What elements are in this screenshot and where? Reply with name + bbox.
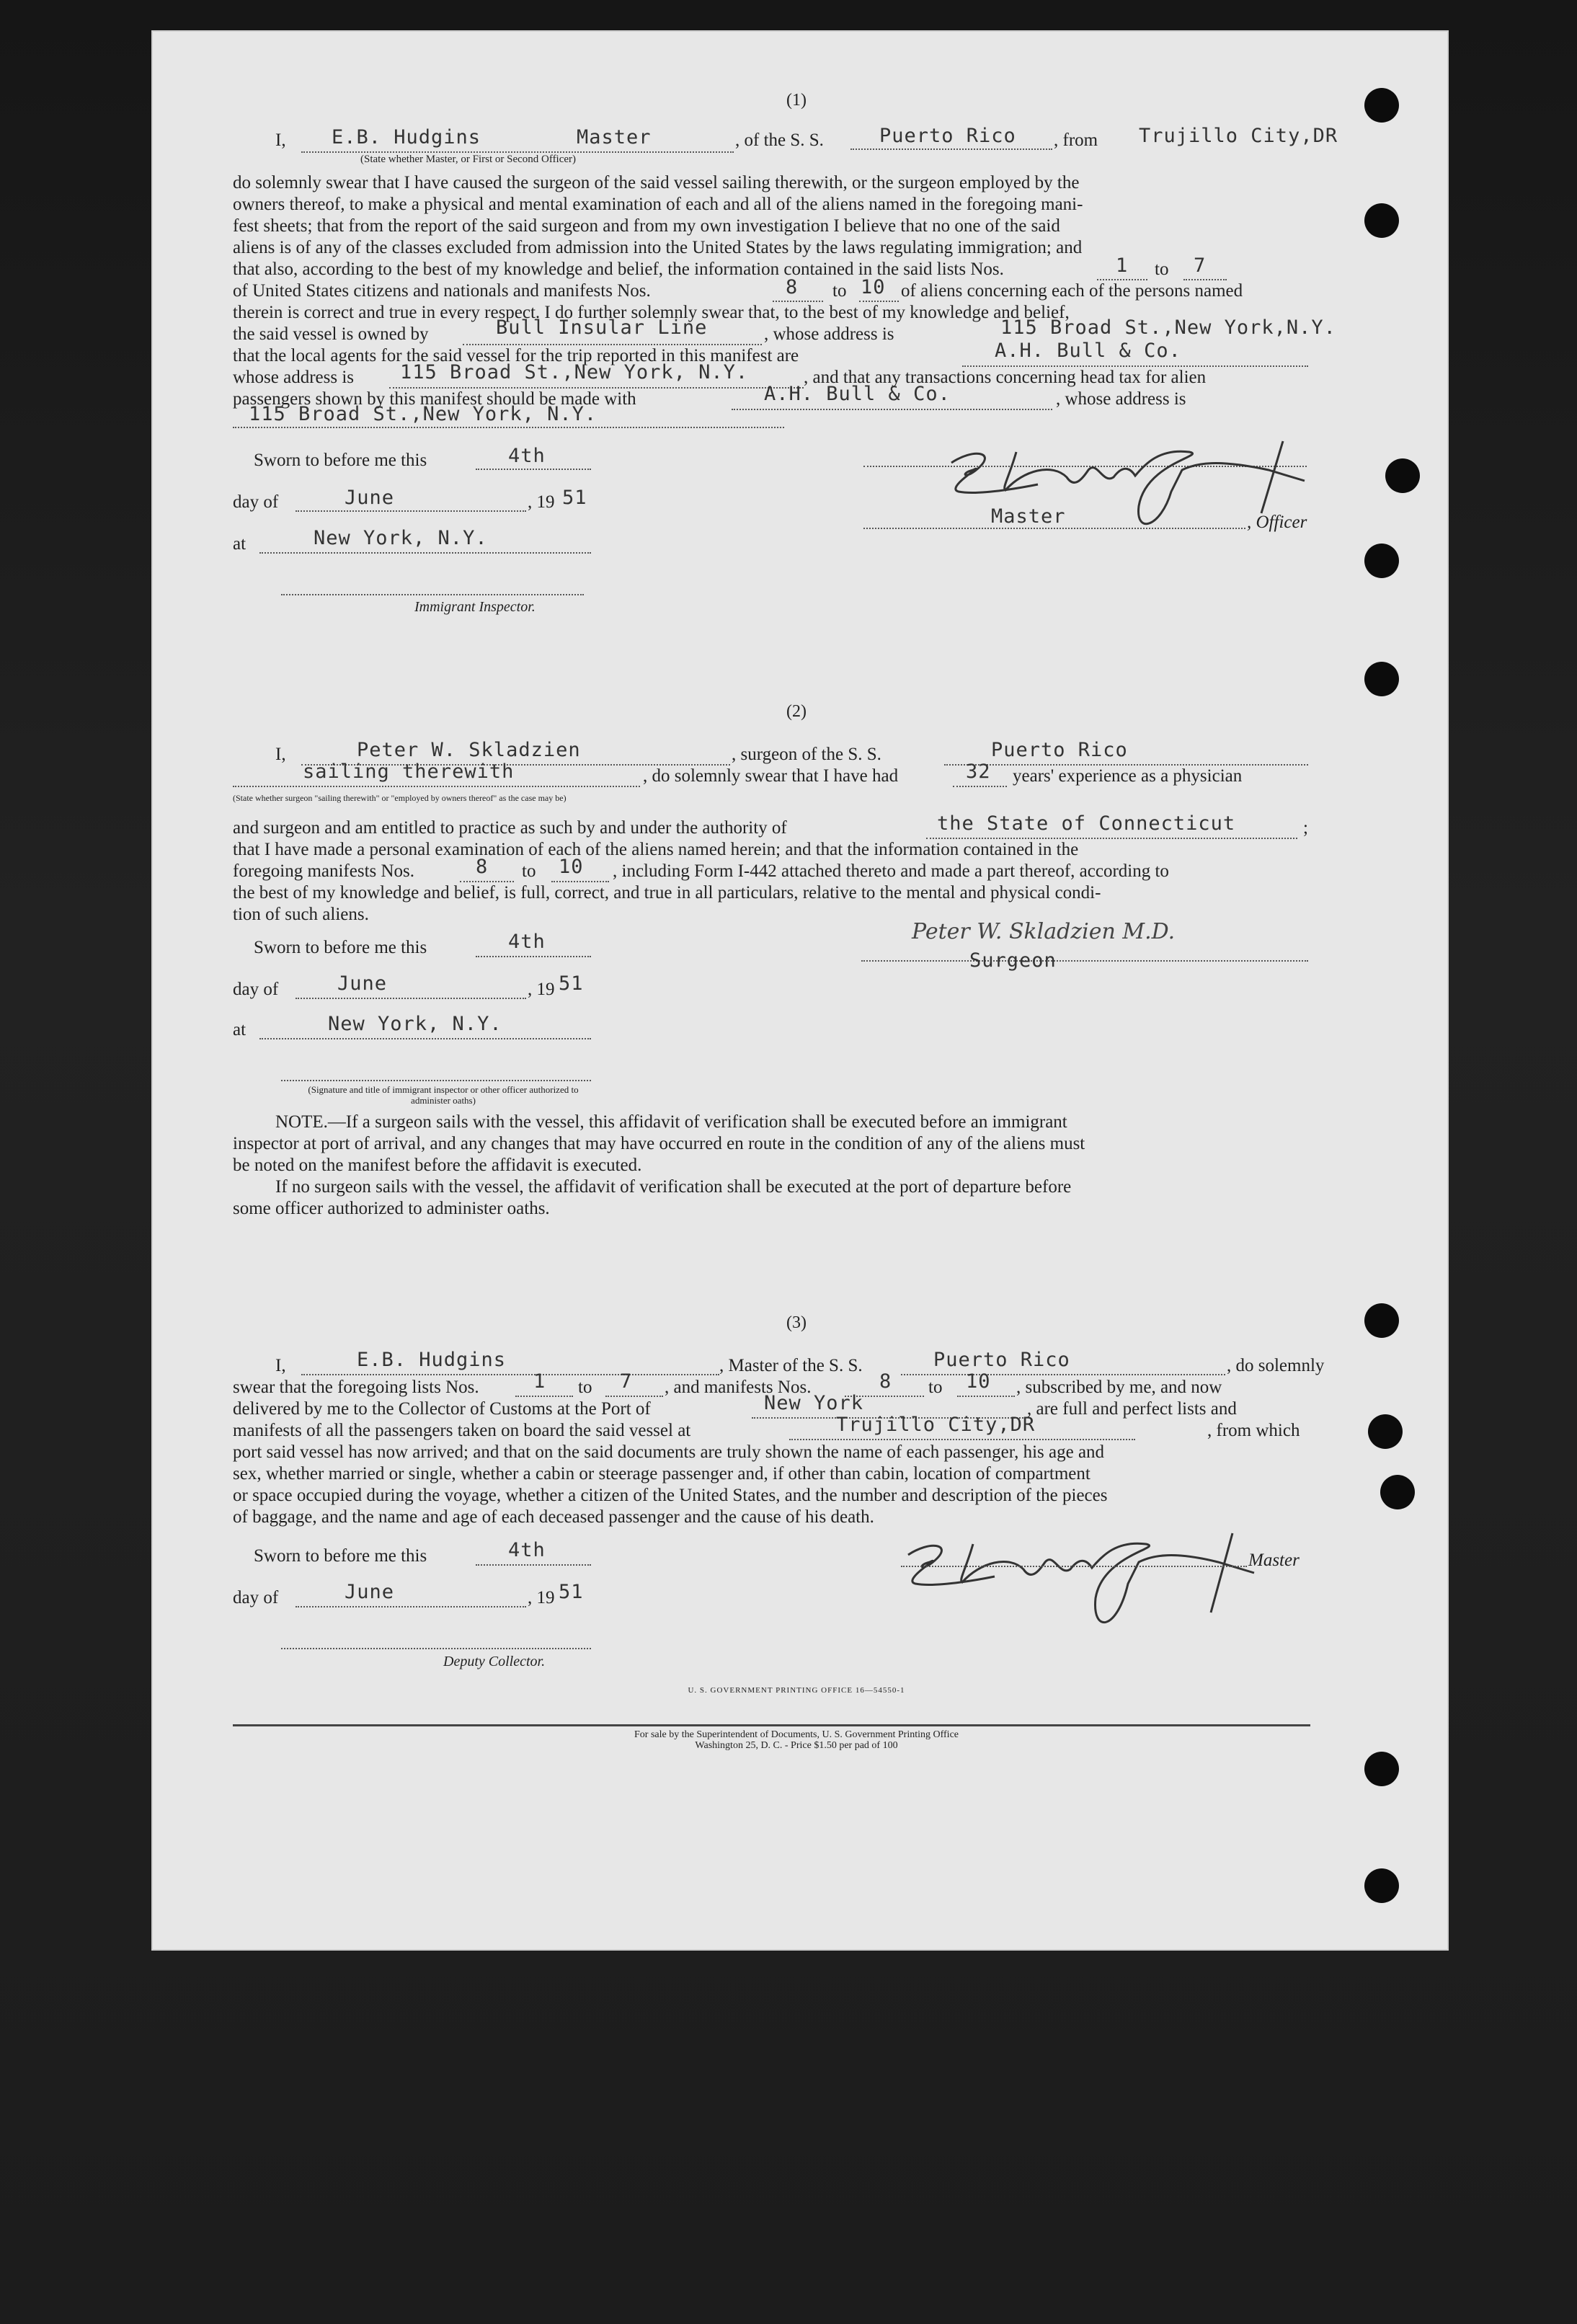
s3-master-of: , Master of the S. S. bbox=[719, 1356, 863, 1375]
footer-sale-line-2: Washington 25, D. C. - Price $1.50 per pad of 100 bbox=[695, 1740, 898, 1751]
s1-place: New York, N.Y. bbox=[314, 527, 488, 549]
s1-vessel-line bbox=[850, 148, 1052, 150]
s1-vessel: Puerto Rico bbox=[879, 125, 1016, 147]
s2-authority-text: and surgeon and am entitled to practice as such by and under the authority of bbox=[233, 818, 787, 838]
s1-transactions: , and that any transactions concerning head tax for alien bbox=[804, 368, 1207, 387]
s3-and-manifests: , and manifests Nos. bbox=[665, 1378, 812, 1397]
s2-man-to: 10 bbox=[559, 856, 584, 878]
s1-taxagent-address: 115 Broad St.,New York, N.Y. bbox=[249, 403, 598, 425]
s1-sworn-line bbox=[476, 469, 591, 470]
s3-month: June bbox=[345, 1581, 395, 1603]
s2-sailing: sailing therewith bbox=[303, 760, 515, 783]
s1-sworn-day: 4th bbox=[508, 445, 546, 467]
s2-line5: the best of my knowledge and belief, is full, correct, and true in all particulars, relative to the mental and physical condi- bbox=[233, 883, 1101, 902]
s2-month: June bbox=[337, 972, 388, 995]
s1-owner-address: 115 Broad St.,New York,N.Y. bbox=[1000, 316, 1336, 339]
s1-agent-address: 115 Broad St.,New York, N.Y. bbox=[400, 361, 749, 383]
s3-departure: Trujillo City,DR bbox=[836, 1414, 1036, 1436]
s3-master-signature bbox=[894, 1512, 1269, 1663]
s2-authority: the State of Connecticut bbox=[937, 812, 1236, 835]
s1-taxagent-line bbox=[732, 409, 1052, 410]
s1-inspector-line bbox=[281, 594, 584, 595]
s1-lists-to: 7 bbox=[1194, 254, 1207, 277]
s2-place-line bbox=[259, 1038, 591, 1039]
s2-swear: , do solemnly swear that I have had bbox=[643, 766, 899, 786]
s1-rank: Master bbox=[577, 126, 652, 148]
s1-body-5: that also, according to the best of my knowledge and belief, the information contained in the said lists Nos. bbox=[233, 260, 1004, 279]
s1-passengers: passengers shown by this manifest should be made with bbox=[233, 389, 636, 409]
s1-from: , from bbox=[1054, 130, 1098, 150]
s3-man-from: 8 bbox=[879, 1370, 892, 1393]
s1-master-signature bbox=[930, 420, 1319, 556]
s1-officer-label: , Officer bbox=[1247, 513, 1307, 532]
s1-owned-by: the said vessel is owned by bbox=[233, 324, 429, 344]
s3-man-to-line bbox=[957, 1396, 1015, 1397]
s3-i: I, bbox=[275, 1356, 286, 1375]
s1-man-from: 8 bbox=[786, 276, 799, 298]
s3-swear-lists: swear that the foregoing lists Nos. bbox=[233, 1378, 479, 1397]
s3-master-label: Master bbox=[1248, 1551, 1300, 1570]
s3-year-prefix: , 19 bbox=[528, 1588, 555, 1607]
s2-years-text: years' experience as a physician bbox=[1013, 766, 1243, 786]
s2-note-4: If no surgeon sails with the vessel, the affidavit of verification shall be executed at the port of departure before bbox=[275, 1177, 1072, 1197]
s3-lists-to-line bbox=[605, 1396, 663, 1397]
s3-name: E.B. Hudgins bbox=[357, 1349, 507, 1371]
s1-sworn: Sworn to before me this bbox=[254, 451, 427, 470]
s3-lists-to: 7 bbox=[620, 1370, 633, 1393]
s1-officer-line bbox=[863, 528, 1245, 529]
s3-delivered: delivered by me to the Collector of Customs at the Port of bbox=[233, 1399, 651, 1419]
s3-body-3: or space occupied during the voyage, whether a citizen of the United States, and the number and description of the pieces bbox=[233, 1486, 1108, 1505]
s3-do-solemnly: , do solemnly bbox=[1227, 1356, 1325, 1375]
s1-day-of: day of bbox=[233, 492, 279, 512]
s1-year: 51 bbox=[562, 487, 587, 509]
s1-citizens: of United States citizens and nationals and manifests Nos. bbox=[233, 281, 651, 301]
s3-to-2: to bbox=[928, 1378, 943, 1397]
binder-hole bbox=[1364, 1868, 1399, 1903]
s3-manifests-all: manifests of all the passengers taken on board the said vessel at bbox=[233, 1421, 691, 1440]
s2-man-from: 8 bbox=[476, 856, 489, 878]
s1-agents-text: that the local agents for the said vessel for the trip reported in this manifest are bbox=[233, 346, 799, 365]
s2-note-3: be noted on the manifest before the affidavit is executed. bbox=[233, 1156, 642, 1175]
s3-vessel-line bbox=[901, 1374, 1225, 1375]
binder-hole bbox=[1364, 1303, 1399, 1338]
s2-vessel: Puerto Rico bbox=[991, 739, 1128, 761]
section-1-number: (1) bbox=[786, 91, 807, 110]
s2-signature-line bbox=[861, 960, 1308, 962]
s3-from-which: , from which bbox=[1207, 1421, 1300, 1440]
s3-body-1: port said vessel has now arrived; and that on the said documents are truly shown the name of each passenger, his age and bbox=[233, 1442, 1105, 1462]
s1-therein: therein is correct and true in every respect. I do further solemnly swear that, to the best of my knowledge and belief, bbox=[233, 303, 1070, 322]
s3-port: New York bbox=[764, 1392, 864, 1414]
manifest-page bbox=[151, 30, 1449, 1951]
s1-agent-whose: whose address is bbox=[233, 368, 355, 387]
s2-years: 32 bbox=[966, 760, 991, 783]
s1-taxagent-addr-line bbox=[233, 427, 784, 428]
s3-sworn-day: 4th bbox=[508, 1539, 546, 1561]
s2-note-1: NOTE.—If a surgeon sails with the vessel, this affidavit of verification shall be executed before an immigrant bbox=[275, 1112, 1067, 1132]
s3-to: to bbox=[578, 1378, 592, 1397]
binder-hole bbox=[1368, 1414, 1403, 1449]
s1-agent: A.H. Bull & Co. bbox=[995, 340, 1181, 362]
s2-sworn: Sworn to before me this bbox=[254, 938, 427, 957]
s2-semicolon: ; bbox=[1303, 818, 1308, 838]
binder-hole bbox=[1385, 458, 1420, 493]
s1-officer-rank: Master bbox=[991, 505, 1066, 528]
s2-surgeon-of: , surgeon of the S. S. bbox=[732, 745, 881, 764]
s3-sworn: Sworn to before me this bbox=[254, 1546, 427, 1566]
s3-man-to: 10 bbox=[966, 1370, 991, 1393]
s1-month: June bbox=[345, 487, 395, 509]
s1-whose-address: , whose address is bbox=[764, 324, 894, 344]
s3-day-of: day of bbox=[233, 1588, 279, 1607]
s1-to: to bbox=[1155, 260, 1169, 279]
s3-sworn-line bbox=[476, 1564, 591, 1566]
s1-at: at bbox=[233, 534, 246, 554]
s2-place: New York, N.Y. bbox=[328, 1013, 502, 1035]
s1-body-4: aliens is of any of the classes excluded from admission into the United States by the laws regulating immigration; and bbox=[233, 238, 1083, 257]
s1-body-3: fest sheets; that from the report of the said surgeon and from my own investigation I believe that no one of the said bbox=[233, 216, 1060, 236]
s1-man-to: 10 bbox=[861, 276, 886, 298]
s1-body-2: owners thereof, to make a physical and mental examination of each and all of the aliens named in the foregoing mani- bbox=[233, 195, 1083, 214]
s1-place-line bbox=[259, 552, 591, 554]
s2-day-of: day of bbox=[233, 980, 279, 999]
s2-manifests-text: foregoing manifests Nos. bbox=[233, 861, 415, 881]
s2-line6: tion of such aliens. bbox=[233, 905, 369, 924]
binder-hole bbox=[1380, 1475, 1415, 1509]
s1-i: I, bbox=[275, 130, 286, 150]
s1-from-port: Trujillo City,DR bbox=[1139, 125, 1338, 147]
section-3-number: (3) bbox=[786, 1313, 807, 1332]
s1-inspector-label: Immigrant Inspector. bbox=[414, 599, 536, 615]
s3-body-2: sex, whether married or single, whether a cabin or steerage passenger and, if other than cabin, location of compartment bbox=[233, 1464, 1090, 1483]
s2-surgeon-signature: Peter W. Skladzien M.D. bbox=[912, 919, 1176, 944]
binder-hole bbox=[1364, 544, 1399, 578]
section-2-number: (2) bbox=[786, 702, 807, 721]
s2-note-5: some officer authorized to administer oaths. bbox=[233, 1199, 550, 1218]
binder-hole bbox=[1364, 88, 1399, 123]
s1-year-prefix: , 19 bbox=[528, 492, 555, 512]
s2-month-line bbox=[296, 998, 526, 999]
s2-name: Peter W. Skladzien bbox=[357, 739, 581, 761]
s3-collector-line bbox=[281, 1648, 591, 1649]
binder-hole bbox=[1364, 203, 1399, 238]
s1-aliens: of aliens concerning each of the persons named bbox=[901, 281, 1243, 301]
s1-taxagent: A.H. Bull & Co. bbox=[764, 383, 951, 405]
s3-name-line bbox=[301, 1374, 719, 1375]
s2-year: 51 bbox=[559, 972, 584, 995]
s1-name: E.B. Hudgins bbox=[332, 126, 481, 148]
s1-owner: Bull Insular Line bbox=[496, 316, 708, 339]
s3-lists-from: 1 bbox=[533, 1370, 546, 1393]
s3-master-line bbox=[901, 1566, 1247, 1567]
s3-month-line bbox=[296, 1606, 526, 1607]
gpo-imprint: U. S. GOVERNMENT PRINTING OFFICE 16—54550-1 bbox=[688, 1686, 905, 1695]
s2-year-prefix: , 19 bbox=[528, 980, 555, 999]
s2-signer-line bbox=[281, 1080, 591, 1081]
s1-whose-address-is: , whose address is bbox=[1056, 389, 1186, 409]
s2-years-line bbox=[953, 786, 1007, 787]
s2-sworn-day: 4th bbox=[508, 931, 546, 953]
s2-to: to bbox=[522, 861, 536, 881]
s3-lists-from-line bbox=[515, 1396, 573, 1397]
binder-hole bbox=[1364, 1752, 1399, 1786]
s1-to-2: to bbox=[832, 281, 847, 301]
binder-hole bbox=[1364, 662, 1399, 696]
s3-departure-line bbox=[789, 1439, 1135, 1440]
s1-rank-note: (State whether Master, or First or Second Officer) bbox=[360, 154, 577, 165]
s2-including: , including Form I-442 attached thereto and made a part thereof, according to bbox=[613, 861, 1169, 881]
s3-body-4: of baggage, and the name and age of each deceased passenger and the cause of his death. bbox=[233, 1507, 874, 1527]
s2-line3: that I have made a personal examination of each of the aliens named herein; and that the information contained in the bbox=[233, 840, 1079, 859]
s1-of-ss: , of the S. S. bbox=[735, 130, 824, 150]
s3-subscribed: , subscribed by me, and now bbox=[1016, 1378, 1222, 1397]
footer-rule bbox=[233, 1724, 1310, 1726]
s1-month-line bbox=[296, 510, 526, 512]
s3-year: 51 bbox=[559, 1581, 584, 1603]
s3-full: , are full and perfect lists and bbox=[1027, 1399, 1237, 1419]
s2-sworn-line bbox=[476, 956, 591, 957]
s2-signer-note: (Signature and title of immigrant inspector or other officer authorized to administer oaths) bbox=[308, 1084, 579, 1106]
s2-surgeon-label: Surgeon bbox=[969, 949, 1057, 972]
s2-sailing-note: (State whether surgeon "sailing therewith" or "employed by owners thereof" as the case may be) bbox=[233, 793, 567, 803]
s1-lists-from: 1 bbox=[1116, 254, 1129, 277]
s3-vessel: Puerto Rico bbox=[933, 1349, 1070, 1371]
s2-i: I, bbox=[275, 745, 286, 764]
s2-note-2: inspector at port of arrival, and any changes that may have occurred en route in the condition of any of the aliens must bbox=[233, 1134, 1085, 1153]
footer-sale-line-1: For sale by the Superintendent of Documents, U. S. Government Printing Office bbox=[634, 1729, 959, 1740]
s1-body-1: do solemnly swear that I have caused the surgeon of the said vessel sailing therewith, or the surgeon employed by the bbox=[233, 173, 1080, 192]
s2-at: at bbox=[233, 1020, 246, 1039]
s3-collector-label: Deputy Collector. bbox=[443, 1654, 546, 1669]
